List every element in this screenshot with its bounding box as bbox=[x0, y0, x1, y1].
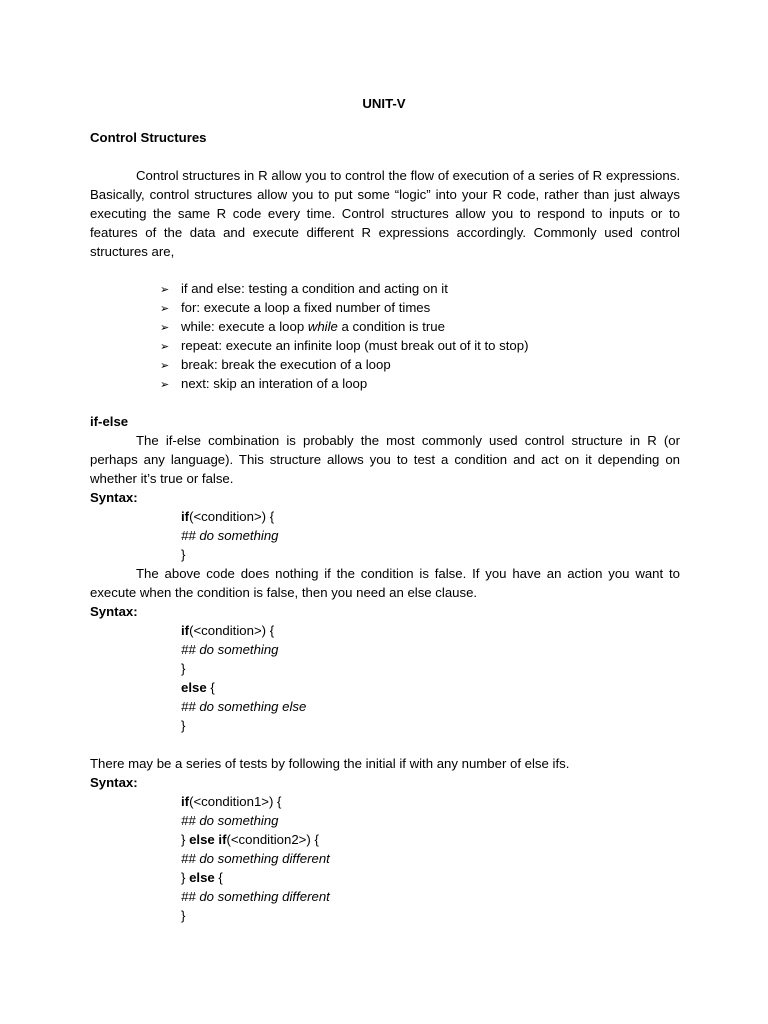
code-line: } else { bbox=[181, 870, 223, 885]
code-block-else-if bbox=[181, 792, 330, 925]
arrow-bullet-icon: ➢ bbox=[160, 303, 170, 315]
code-line: else { bbox=[181, 680, 215, 695]
syntax-label: Syntax: bbox=[90, 490, 138, 505]
syntax-label: Syntax: bbox=[90, 604, 138, 619]
code-line: } else if(<condition2>) { bbox=[181, 832, 319, 847]
intro-paragraph: Control structures in R allow you to control the flow of execution of a series of R expressions. Basically, control structures allow you to put some “logic” into your R code, rather than just always executing the same R code every time. Control structures allow you to respond to inputs or to features of the data and execute different R expressions accordingly. Commonly used control structures are, bbox=[90, 168, 680, 259]
code-line: if(<condition>) { bbox=[181, 623, 275, 638]
code-comment: ## do something bbox=[181, 642, 279, 657]
syntax-label: Syntax: bbox=[90, 775, 138, 790]
code-comment: ## do something bbox=[181, 528, 279, 543]
list-item: ➢ for: execute a loop a fixed number of times bbox=[160, 298, 528, 317]
if-else-paragraph: The if-else combination is probably the most commonly used control structure in R (or perhaps any language). This structure allows you to test a condition and act on it depending on whether it’s true or false. bbox=[90, 433, 680, 486]
code-comment: ## do something different bbox=[181, 889, 330, 904]
list-item: ➢ break: break the execution of a loop bbox=[160, 355, 528, 374]
arrow-bullet-icon: ➢ bbox=[160, 341, 170, 353]
else-clause-paragraph: The above code does nothing if the condition is false. If you have an action you want to execute when the condition is false, then you need an else clause. bbox=[90, 566, 680, 600]
code-comment: ## do something else bbox=[181, 699, 307, 714]
list-item: ➢ next: skip an interation of a loop bbox=[160, 374, 528, 393]
code-comment: ## do something different bbox=[181, 851, 330, 866]
arrow-bullet-icon: ➢ bbox=[160, 284, 170, 296]
list-item: ➢ while: execute a loop while a condition is true bbox=[160, 317, 528, 336]
arrow-bullet-icon: ➢ bbox=[160, 322, 170, 334]
code-line: } bbox=[181, 908, 186, 923]
list-item: ➢ if and else: testing a condition and acting on it bbox=[160, 279, 528, 298]
list-item: ➢ repeat: execute an infinite loop (must break out of it to stop) bbox=[160, 336, 528, 355]
arrow-bullet-icon: ➢ bbox=[160, 360, 170, 372]
code-line: } bbox=[181, 547, 186, 562]
code-line: if(<condition1>) { bbox=[181, 794, 282, 809]
code-line: if(<condition>) { bbox=[181, 509, 275, 524]
section-heading-control-structures: Control Structures bbox=[90, 130, 207, 145]
section-heading-if-else: if-else bbox=[90, 414, 129, 429]
code-block-if bbox=[181, 507, 279, 564]
page-title: UNIT-V bbox=[362, 96, 406, 111]
else-if-paragraph: There may be a series of tests by following the initial if with any number of else ifs. bbox=[90, 756, 570, 771]
control-structures-list bbox=[160, 279, 528, 393]
code-block-if-else bbox=[181, 621, 306, 735]
code-line: } bbox=[181, 661, 186, 676]
arrow-bullet-icon: ➢ bbox=[160, 379, 170, 391]
code-line: } bbox=[181, 718, 186, 733]
code-comment: ## do something bbox=[181, 813, 279, 828]
